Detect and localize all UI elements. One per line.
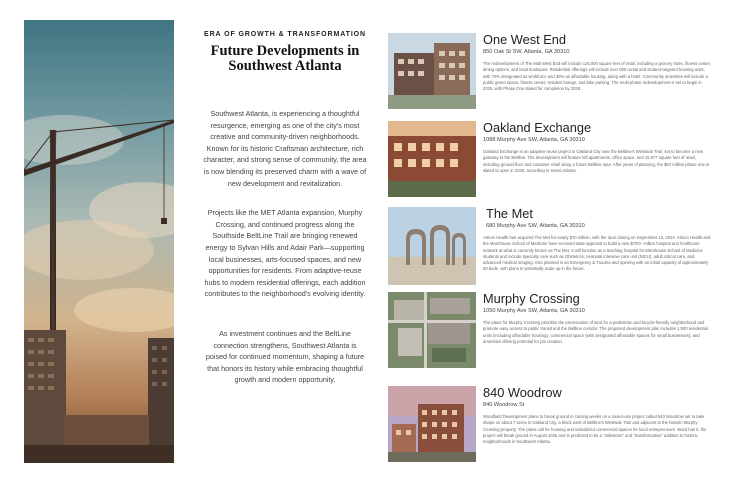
intro-paragraph-1: Southwest Atlanta, is experiencing a thoughtful resurgence, emerging as one of the city's most creative and community-driven neighborhoods. Known for its historic Craftsman architecture, rich character, and strong sense of community, the area is now blending its preserved charm with a wave of new development and revitalization.	[203, 109, 367, 188]
hero-photo-skyline-crane	[24, 20, 174, 463]
project-photo	[388, 121, 476, 197]
project-description: Woodfield Development plans to break ground in coming weeks on a mixed-use project called 840 Woodrow set to take shape on about 7 acres in Oakland City, a block west of Beltline's Westside Trail and adjacent to the historic Murphy Crossing property. The plans call for housing and subsidized commercial spaces for local entrepreneurs. Word has it, the project will break ground in August 2025 and is predicted to be a "milestone" and "transformative" addition to historic neighborhoods in Southwest Atlanta.	[483, 414, 707, 445]
project-card-840-woodrow	[388, 386, 710, 462]
intro-paragraph-3: As investment continues and the BeltLine connection strengthens, Southwest Atlanta is poised for continued momentum, shaping a future that honors its history while embracing thoughtful growth and modern opportunity.	[205, 328, 365, 385]
aerial-site-icon	[388, 292, 476, 368]
project-address: 1050 Murphy Ave SW, Atlanta, GA 30310	[483, 308, 585, 314]
project-name: One West End	[483, 32, 566, 47]
project-photo	[388, 207, 476, 285]
project-description: The redevelopment of The Mall West End will include 125,000 square feet of retail, including a grocery store, fitness center, dining options, and local boutiques. Residential offerings will include over 600 rental and student-targeted housing units, with 70% designated as workforce and 30% as affordable housing, along with a hotel. Community amenities will include a public green space, fitness center, resident lounge, and bike parking. The multi-phase redevelopment is set to begin in 2025, with Phase One slated for completion by 2028.	[483, 61, 711, 92]
project-card-the-met	[388, 207, 710, 285]
project-description: Atrium Health has acquired The Met for nearly $70 million, with the deal closing on September 12, 2024. Atrium Health and the Morehouse School of Medicine have received state approval to build a new $700+ million hospital and healthcare network at what is currently known as The Met. It will function as a teaching hospital for Morehouse School of Medicine students and include specialty care such as Obstetrics, neonatal intensive care unit (NICU), adult critical care, and advanced medical imaging. Also planned is an Emergency & Trauma and opening with an initial capacity of approximately 50 beds, with plans to potentially scale up in the future.	[483, 235, 711, 272]
arch-sculpture-icon	[388, 207, 476, 285]
project-address: 840 Woodrow St	[483, 402, 525, 408]
building-rendering-icon	[388, 121, 476, 197]
project-card-oakland-exchange	[388, 121, 710, 197]
intro-column	[196, 20, 374, 386]
project-name: Oakland Exchange	[483, 120, 592, 135]
project-photo	[388, 33, 476, 109]
project-address: 850 Oak St SW, Atlanta, GA 30310	[483, 49, 570, 55]
project-description: The plans for Murphy Crossing prioritize the preservation of land for a pedestrian and bicycle-friendly neighborhood and promote easy access to public transit and the Beltline corridor. The proposed development plan includes 1,500 residential units (including affordable housing), commercial space (with designated affordable spaces for small businesses), and amenities offering potential for job creation.	[483, 320, 708, 344]
building-rendering-icon	[388, 33, 476, 109]
building-rendering-icon	[388, 386, 476, 462]
project-name: 840 Woodrow	[483, 385, 562, 400]
project-card-one-west-end	[388, 33, 710, 109]
project-name: Murphy Crossing	[483, 291, 580, 306]
page-title: Future Developments in Southwest Atlanta	[210, 43, 360, 74]
section-eyebrow: ERA OF GROWTH & TRANSFORMATION	[204, 31, 366, 38]
crane-skyline-illustration	[24, 20, 174, 463]
intro-paragraph-2: Projects like the MET Atlanta expansion, Murphy Crossing, and continued progress along the Southside BeltLine Trail are bringing renewed energy to Sylvan Hills and Adair Park—supporting local businesses, arts-focused spaces, and new opportunities for residents. From adaptive-reuse hubs to modern residential offerings, each addition contributes to the neighborhood's evolving identity.	[204, 208, 366, 299]
project-photo	[388, 386, 476, 462]
project-address: 1088 Murphy Ave SW, Atlanta, GA 30310	[483, 137, 585, 143]
project-photo	[388, 292, 476, 368]
project-card-murphy-crossing	[388, 292, 710, 368]
project-name: The Met	[486, 206, 533, 221]
project-address: 680 Murphy Ave SW, Atlanta, GA 30310	[486, 223, 585, 229]
project-description: Oakland Exchange is an adaptive reuse project in Oakland City near the Beltline's Westside Trail, set to become a new gateway to the Beltline. The development will feature loft apartments, office space, and 15,977 square feet of retail, including ground-floor and container retail along a future Beltline spur. After years of planning, the $53 million phase one is slated to open in 2026, according to Invest Atlanta.	[483, 149, 710, 173]
